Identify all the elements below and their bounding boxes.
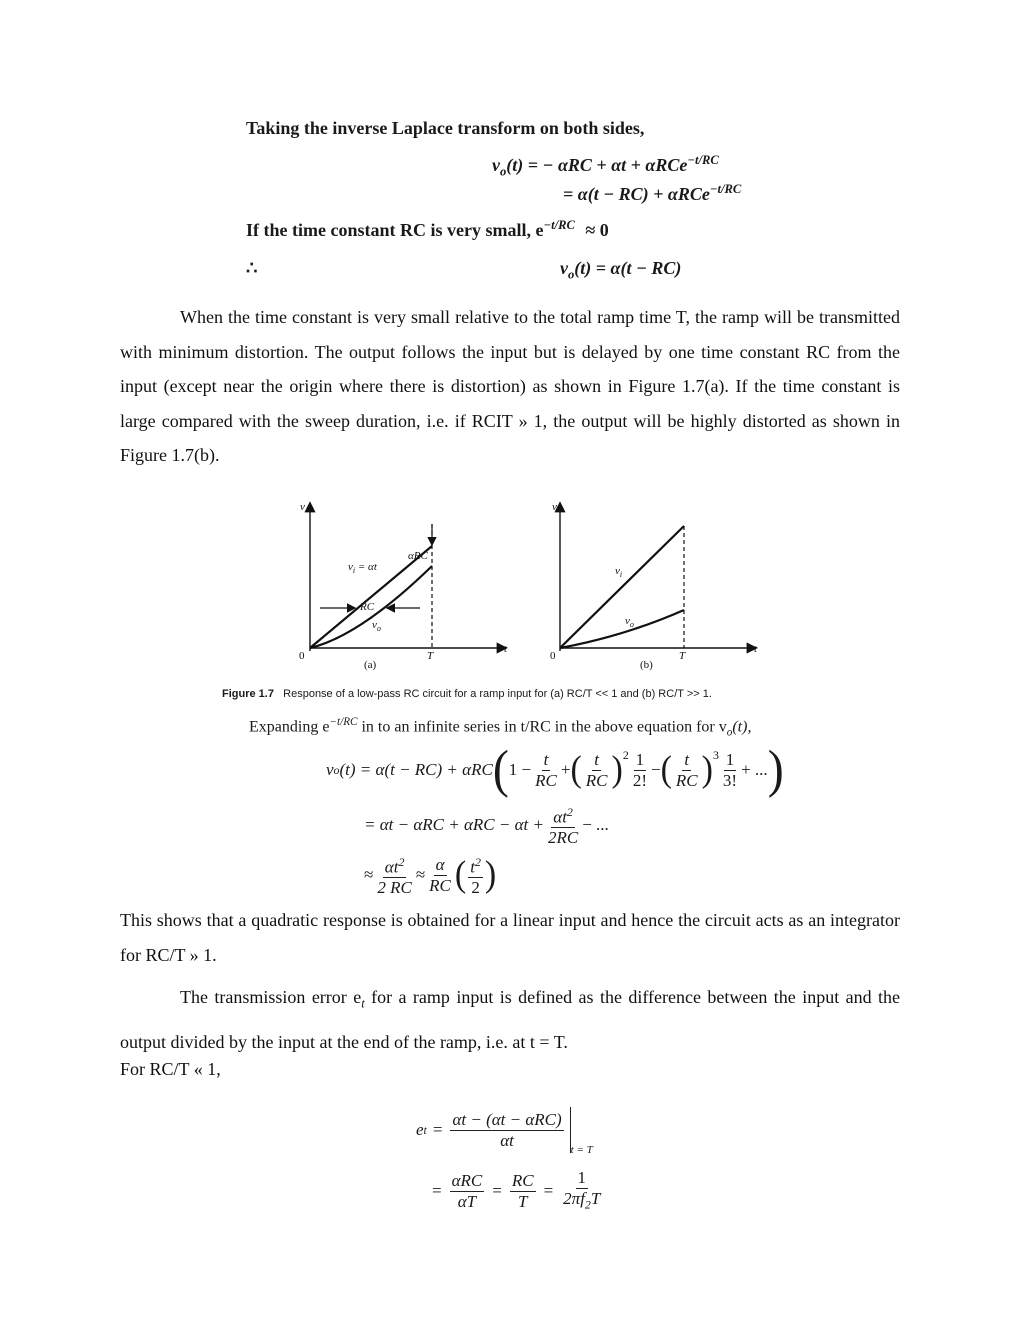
panel-b-origin: 0 <box>550 650 556 662</box>
panel-b-caption: (b) <box>640 659 653 671</box>
panel-b-vo-label: $v_o$ <box>625 615 634 629</box>
figure-caption: Figure 1.7 Response of a low-pass RC circuit for a ramp input for (a) RC/T << 1 and (b) RC/T >> 1. <box>222 688 712 700</box>
panel-b-input-ramp <box>560 526 684 648</box>
panel-a-caption: (a) <box>364 659 377 671</box>
laplace-eq2: = α(t − RC) + αRCe$^{-t/RC}$ <box>563 182 742 204</box>
figure-panel-a <box>299 501 508 671</box>
panel-a-t-label: T <box>427 650 434 662</box>
series-line-2: = αt − αRC + αRC − αt + $\frac{\alpha t^2}{2RC}$ − ... <box>364 802 609 848</box>
panel-a-vo-label: $v_o$ <box>372 619 381 633</box>
panel-b-x-label: t <box>754 643 758 655</box>
paragraph-quadratic-response: This shows that a quadratic response is obtained for a linear input and hence the circuit acts as an integrator for RC/T » 1. <box>120 910 900 965</box>
panel-a-arc-label: αRC <box>408 550 428 562</box>
panel-b-y-label: v <box>552 501 557 513</box>
for-line: For RC/T « 1, <box>120 1059 221 1079</box>
panel-a-y-label: v <box>300 501 305 513</box>
panel-a-x-label: t <box>504 643 508 655</box>
paragraph-transmission-error: The transmission error $e_t$ for a ramp input is defined as the difference between the input and the output divided by the input at the end of the ramp, i.e. at t = T. <box>120 987 901 1052</box>
panel-b-t-label: T <box>679 650 686 662</box>
panel-a-rc-label: RC <box>360 601 375 613</box>
series-line-1: v o (t) = α(t − RC) + αRC ( 1 − $\frac{t}{RC}$ + ( $\frac{t}{RC}$ ) $^2$ $\frac{1}{2!}$ − ( $\frac{t}{RC}$ ) $^3$ $\frac{1}{3!}$ + ... ) <box>326 740 784 799</box>
laplace-eq1: $v_o(t)$ = − αRC + αt + αRCe$^{-t/RC}$ <box>492 153 719 179</box>
error-line-2: = $\frac{\text{αRC}}{\alpha T}$ = $\frac{RC}{T}$ = $\frac{1}{2\pi f_2T}$ <box>432 1167 601 1212</box>
laplace-therefore: ∴ <box>246 258 258 278</box>
series-line-3: ≈ $\frac{\alpha t^2}{2 RC}$ ≈ $\frac{\alpha}{RC}$ ( $\frac{t^2}{2}$ ) <box>364 852 496 898</box>
paragraph-ramp-transmission: When the time constant is very small relative to the total ramp time T, the ramp will be transmitted with minimum distortion. The output follows the input but is delayed by one time constant RC from the input (except near the origin where there is distortion) as shown in Figure 1.7(a). If the time constant is large compared with the sweep duration, i.e. if RCIT » 1, the output will be highly distorted as shown in Figure 1.7(b). <box>120 307 900 465</box>
laplace-result: $v_o(t) = \alpha(t - RC)$ <box>560 258 682 282</box>
laplace-intro: Taking the inverse Laplace transform on both sides, <box>246 118 645 138</box>
series-intro: Expanding $e^{-t/RC}$ in to an infinite series in t/RC in the above equation for $v_o(t)$, <box>249 716 752 739</box>
figure-panel-b <box>550 501 758 671</box>
figure-1-7 <box>290 496 770 676</box>
panel-a-vi-label: $v_i = \alpha t$ <box>348 561 377 575</box>
panel-b-vi-label: $v_i$ <box>615 565 623 579</box>
panel-a-origin: 0 <box>299 650 305 662</box>
error-line-1: e t = $\frac{\text{αt − (αt − αRC)}}{\alpha t}$ t = T <box>416 1104 593 1156</box>
laplace-condition: If the time constant RC is very small, $e^{-t/RC} \approx 0$ <box>246 218 609 240</box>
